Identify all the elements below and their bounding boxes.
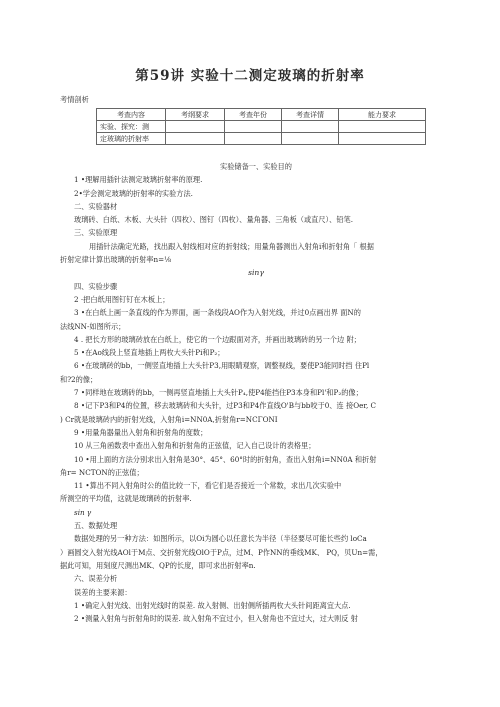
text-line: 7 •同样地在玻璃砖的bb，一侧再竖直地插上大头针P₄,使P4能挡住P3本身和Pl'和P₂的像； (74, 388, 363, 398)
text-line: 所测空的平均值，这就是玻璃砖的折射率. (60, 494, 192, 504)
text-line: 2•学会测定玻璃的折射率的实验方法. (74, 188, 193, 198)
text-line: ）画圆交入射光线AOl于M点、交折射光线OlO于P点，过M、P作NN的垂线MK、 PQ，贝Un=需， (60, 547, 383, 557)
text-line: 误差的主要来源： (74, 587, 132, 597)
text-line: 用插针法确定光路，找出跟入射线相对应的折射线；用量角器测出入射角i和折射角「 根据 (89, 241, 374, 251)
text-line: 10 从三角函数表中查出入射角和折射角的正弦值，记入自己设计的表格里； (74, 441, 316, 451)
text-line: sinγ (248, 268, 264, 278)
text-line: 实验储备一、实验目的 (220, 162, 292, 171)
table-row (97, 121, 426, 133)
text-line: 8 •记下P3和P4的位置，移去玻璃砖和大头针，过P3和P4作直线O'B与bb咬于0、连 接Oer, C (74, 401, 377, 411)
text-line: 角r= NCTON的正弦值； (60, 467, 144, 477)
table-cell: 定玻璃的折射率 (97, 133, 166, 145)
table-header-cell: 考查内容 (97, 109, 166, 121)
text-line: 11 •算出不同入射角时公的值比较一下，看它们是否接近一个常数，求出几次实验中 (74, 481, 342, 491)
text-line: 五、数据处理 (74, 521, 118, 531)
text-line: 和?2的像； (60, 374, 98, 384)
table-cell (225, 121, 282, 133)
text-line: 5 •在Ao线段上竖直地插上两枚大头针Pi和P₂； (74, 348, 225, 358)
text-line: 据此可知，用刻度尺测出MK、QP的长度，即可求出折射率n. (60, 560, 256, 570)
table-header-cell: 能力要求 (339, 109, 426, 121)
text-line: 四、实验步骤 (74, 281, 118, 291)
text-line: 1 •确定入射光线、出射光线时的误差. 故入射侧、出射侧所插两枚大头针间距离宜大点. (74, 600, 351, 610)
text-line: 9 •用量角器量出入射角和折射角的度数； (74, 427, 208, 437)
text-line: sin γ (74, 507, 92, 517)
text-line: 2 •测量入射角与折射角时的误差. 故入射角不宜过小，但入射角也不宜过大，过大则反 射 (74, 614, 358, 624)
table-cell (282, 121, 339, 133)
table-cell (339, 133, 426, 145)
text-line: 3 •在白纸上画一条直线的作为界面，画一条线段AO作为入射光线，并过0点画出界 面N的 (74, 308, 361, 318)
table-cell: 实验、探究：测 (97, 121, 166, 133)
text-line: 三、实验原理 (74, 228, 118, 238)
table-cell (225, 133, 282, 145)
table-cell (166, 133, 225, 145)
text-line: 数据处理的另一种方法：如图所示，以Oi为圆心以任意长为半径（半径要尽可能长些约 loCa (74, 534, 367, 544)
text-line: 法线NN-如图所示； (60, 321, 126, 331)
document-body (60, 160, 452, 625)
text-line: 1 •理解用插针法测定玻璃折射率的原理. (74, 175, 203, 185)
text-line: 4 . 把长方形的玻璃砖放在白纸上，使它的一个边跟面对齐，并画出玻璃砖的另一个边 附； (74, 334, 361, 344)
table-header-row (97, 109, 426, 121)
exam-analysis-table (96, 108, 426, 145)
table-header-cell: 考查年份 (225, 109, 282, 121)
text-line: ) Cr就是玻璃砖内的折射光线，入射角i=NN0A,折射角r=NCΓONI (60, 414, 278, 424)
table-cell (282, 133, 339, 145)
table-header-cell: 考纲要求 (166, 109, 225, 121)
text-line: 玻璃砖、白纸、木板、大头针（四枚）、图钉（四枚）、量角器、三角板（或直尺）、铅笔. (74, 215, 353, 225)
text-line: 6 •在玻璃砖的bb，一侧竖直地插上大头针P3,用眼睛观察，调整视线，要使P3能同时挡 住Pl (74, 361, 370, 371)
text-line: 折射定律计算出玻璃的折射率n=⅛ (60, 255, 172, 265)
text-line: 六、误差分析 (74, 574, 118, 584)
text-line: 2 ·把白纸用图钉钉在木板上； (74, 294, 170, 304)
table-cell (339, 121, 426, 133)
table-row (97, 133, 426, 145)
exam-analysis-label: 考情剖析 (60, 95, 89, 104)
text-line: 二、实验器材 (74, 201, 118, 211)
table-header-cell: 考查详情 (282, 109, 339, 121)
page-title: 第59讲 实验十二测定玻璃的折射率 (135, 68, 365, 84)
table-cell (166, 121, 225, 133)
text-line: 10 •用上面的方法分别求出入射角是30°、45°、60°时的折射角，查出入射角i=NN0A 和折射 (74, 454, 377, 464)
